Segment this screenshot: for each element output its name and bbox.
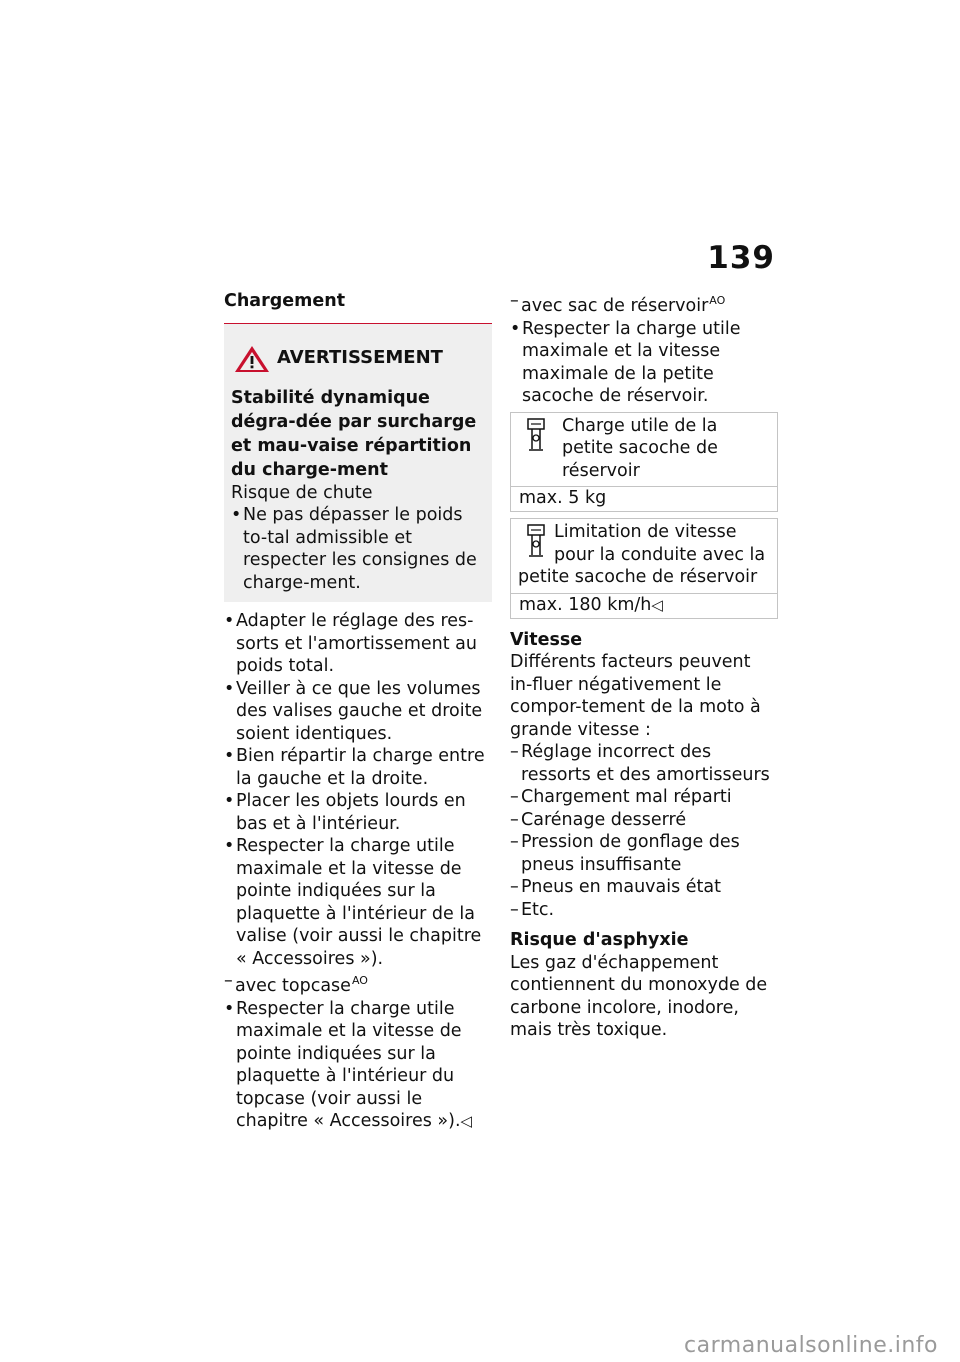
warning-bullet: • Ne pas dépasser le poids to-tal admissible et respecter les consignes de charge-ment. [231, 505, 477, 593]
spec-icon [526, 418, 546, 452]
list-item: – Pneus en mauvais état [510, 877, 721, 897]
list-item: • Adapter le réglage des res-sorts et l'amortissement au poids total. [224, 611, 477, 676]
spec-icon [526, 524, 546, 558]
asphyxie-text: Les gaz d'échappement contiennent du monoxyde de carbone incolore, inodore, mais très toxique. [510, 952, 768, 1040]
page-number: 139 [707, 240, 775, 276]
list-item: • Respecter la charge utile maximale et la vitesse de pointe indiquées sur la plaquette à l'intérieur du topcase (voir aussi le chapitre « Accessoires »).◁ [224, 998, 473, 1131]
vitesse-intro: Différents facteurs peuvent in-fluer négativement le compor-tement de la moto à grande vitesse : [510, 652, 761, 740]
warning-risk: Risque de chute [231, 482, 373, 503]
list-item: • Respecter la charge utile maximale et la vitesse maximale de la petite sacoche de réservoir. [510, 318, 741, 406]
spec-table-payload [510, 412, 778, 513]
list-item: • Bien répartir la charge entre la gauche et la droite. [224, 746, 485, 789]
section-title-chargement: Chargement [224, 291, 346, 311]
section-title-vitesse: Vitesse [510, 629, 583, 650]
warning-heading: Stabilité dynamique dégra-dée par surcharge et mau-vaise répartition du charge-ment [231, 387, 477, 480]
list-item: • Respecter la charge utile maximale et la vitesse de pointe indiquées sur la plaquette à l'intérieur de la valise (voir aussi le chapitre « Accessoires »). [224, 836, 482, 969]
warning-header [233, 344, 484, 374]
left-column [224, 290, 492, 1133]
spec-table-value: max. 180 km/h◁ [511, 593, 777, 618]
list-item: • Veiller à ce que les volumes des valises gauche et droite soient identiques. [224, 678, 483, 744]
option-superscript: AO [709, 294, 726, 307]
end-marker-icon: ◁ [651, 595, 663, 614]
list-item: – Pression de gonflage des pneus insuffisante [510, 832, 740, 875]
list-item: – Chargement mal réparti [510, 787, 732, 807]
list-item: – Etc. [510, 899, 555, 920]
spec-table-value: max. 5 kg [511, 486, 777, 511]
topcase-line: – avec topcase$^{AO}$ [224, 971, 368, 996]
section-title-asphyxie: Risque d'asphyxie [510, 930, 689, 950]
option-superscript: AO [351, 974, 368, 987]
warning-triangle-icon [233, 344, 271, 374]
list-item: – Carénage desserré [510, 809, 687, 830]
footer-watermark: carmanualsonline.info [684, 1333, 938, 1358]
right-column [510, 290, 778, 1042]
warning-label: AVERTISSEMENT [277, 347, 443, 369]
sac-line: – avec sac de réservoir$^{AO}$ [510, 291, 726, 316]
warning-box [224, 324, 492, 603]
list-item: – Réglage incorrect des ressorts et des amortisseurs [510, 742, 770, 785]
spec-table-header: Limitation de vitesse pour la conduite avec la petite sacoche de réservoir [518, 522, 766, 587]
list-item: • Placer les objets lourds en bas et à l'intérieur. [224, 791, 466, 834]
spec-table-speed [510, 518, 778, 619]
end-marker-icon: ◁ [460, 1112, 473, 1130]
spec-table-header: Charge utile de la petite sacoche de réservoir [511, 413, 777, 487]
